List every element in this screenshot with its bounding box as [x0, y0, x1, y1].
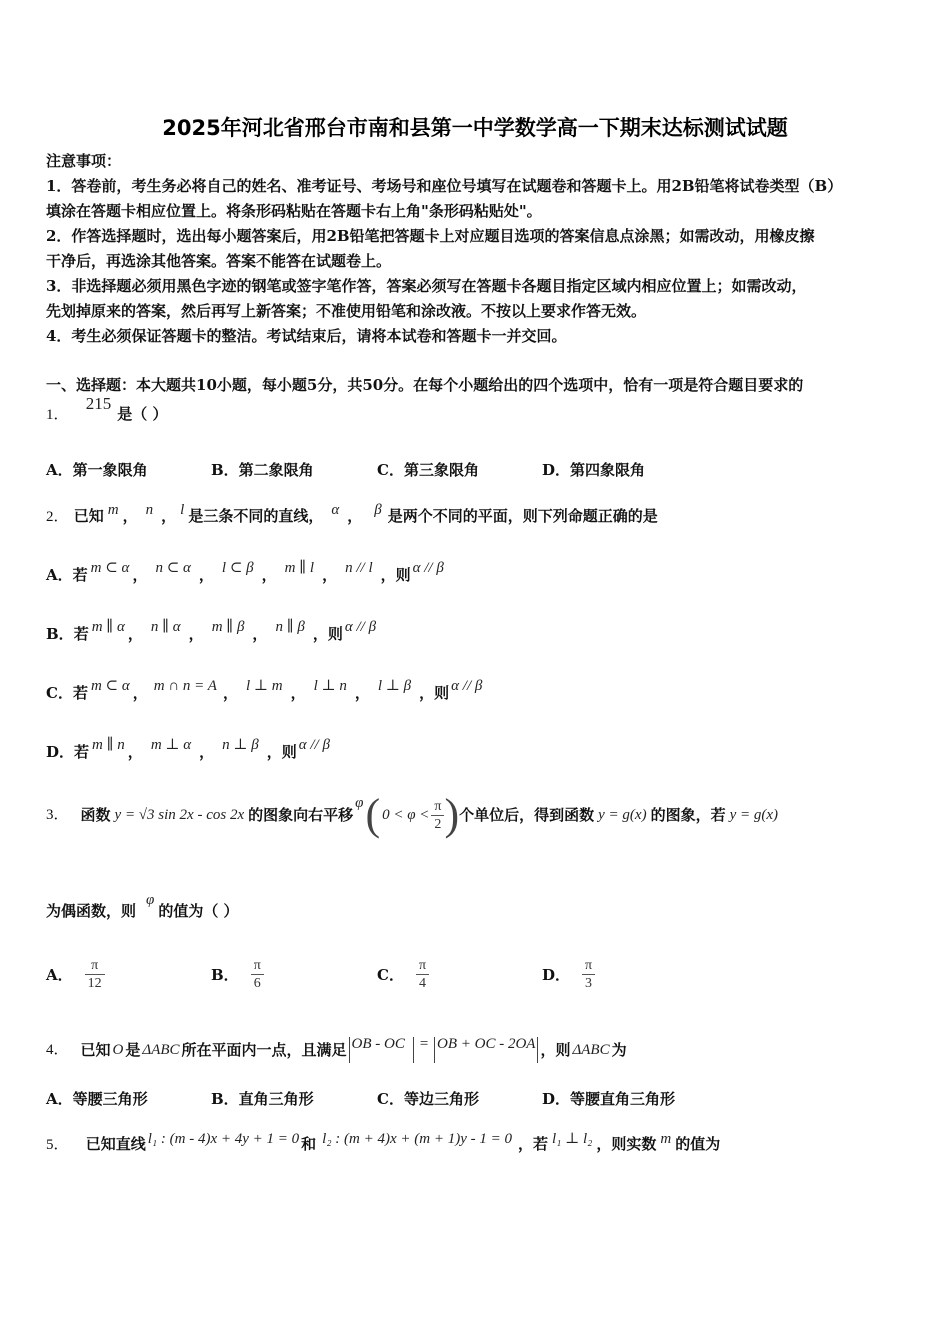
math-condition: n ∥ β	[275, 619, 305, 635]
notice-line: 1．答卷前，考生务必将自己的姓名、准考证号、考场号和座位号填写在试题卷和答题卡上。用2B铅笔将试卷类型（B）	[46, 177, 843, 195]
fraction-numerator: π	[582, 957, 595, 975]
comma: ，	[290, 684, 306, 702]
comma: ，	[222, 684, 238, 702]
fraction-denominator: 12	[87, 976, 102, 991]
math-condition: m ⊂ α	[90, 560, 130, 576]
math-function: y = g(x)	[729, 807, 779, 823]
math-l: l	[180, 502, 185, 518]
math-line-equation: l₁ : (m - 4)x + 4y + 1 = 0	[147, 1131, 300, 1147]
fraction	[431, 798, 444, 833]
question-stem: ，则实数	[596, 1135, 657, 1153]
page-title: 2025年河北省邢台市南和县第一中学数学高一下期末达标测试试题	[162, 116, 788, 140]
math-alpha: α	[331, 502, 340, 518]
notice-line: 2．作答选择题时，选出每小题答案后，用2B铅笔把答题卡上对应题目选项的答案信息点涂黑；如需改动，用橡皮擦	[46, 227, 815, 245]
fraction	[416, 957, 429, 992]
fraction-denominator: 3	[585, 976, 593, 991]
question-stem: 所在平面内一点，且满足	[181, 1041, 347, 1059]
then-text: ，则	[380, 566, 411, 584]
fraction	[85, 957, 105, 992]
comma: ，	[198, 566, 214, 584]
if-text: 若	[74, 743, 90, 761]
math-condition: 0 < φ <	[382, 807, 430, 823]
question-number: 5．	[46, 1137, 69, 1153]
question-stem: 函数	[80, 806, 111, 824]
option-label: D．	[542, 966, 571, 984]
comma: ，	[199, 743, 215, 761]
abs-bar	[434, 1037, 435, 1063]
math-phi: φ	[146, 892, 155, 908]
math-triangle: ΔABC	[142, 1042, 180, 1058]
option-b[interactable]: B．直角三角形	[211, 1090, 314, 1108]
math-vector-expr: OB - OC	[351, 1036, 405, 1052]
then-text: ，则	[266, 743, 297, 761]
fraction	[251, 957, 264, 992]
math-n: n	[145, 502, 154, 518]
math-condition: m ⊂ α	[90, 678, 130, 694]
question-stem: ，若	[518, 1135, 549, 1153]
math-condition: n // l	[345, 560, 373, 576]
fraction	[582, 957, 595, 992]
question-stem: 的值为（ ）	[158, 902, 239, 920]
question-stem: ，则	[540, 1041, 571, 1059]
notice-line: 干净后，再选涂其他答案。答案不能答在试题卷上。	[46, 252, 392, 270]
question-3-continued	[46, 892, 239, 922]
question-2	[46, 502, 658, 527]
option-c[interactable]: C．第三象限角	[377, 461, 479, 479]
math-condition: l₁ ⊥ l₂	[552, 1131, 593, 1147]
math-function: y = √3 sin 2x - cos 2x	[114, 807, 245, 823]
notice-line: 填涂在答题卡相应位置上。将条形码粘贴在答题卡右上角"条形码粘贴处"。	[46, 202, 542, 220]
question-stem: 的图象向右平移	[248, 806, 354, 824]
question-number: 2．	[46, 509, 69, 525]
question-stem: 为偶函数，则	[46, 902, 137, 920]
option-label: A．	[46, 966, 73, 984]
math-condition: m ∥ n	[92, 737, 125, 753]
left-paren: (	[365, 790, 381, 839]
math-condition: m ∥ l	[284, 560, 315, 576]
if-text: 若	[73, 625, 89, 643]
math-condition: l ⊥ m	[245, 678, 283, 694]
question-stem: 已知	[80, 1041, 111, 1059]
then-text: ，则	[419, 684, 450, 702]
option-a[interactable]	[46, 957, 105, 992]
math-line-equation: l₂ : (m + 4)x + (m + 1)y - 1 = 0	[322, 1131, 512, 1147]
comma: ，	[127, 743, 143, 761]
question-1	[46, 394, 168, 425]
question-4	[46, 1033, 627, 1067]
if-text: 若	[72, 566, 88, 584]
question-5	[46, 1131, 721, 1155]
question-stem: 是两个不同的平面，则下列命题正确的是	[387, 507, 658, 525]
comma: ，	[132, 566, 148, 584]
comma: ，	[188, 625, 204, 643]
math-condition: m ⊥ α	[150, 737, 192, 753]
abs-bar	[413, 1037, 414, 1063]
option-d[interactable]: D．第四象限角	[542, 461, 646, 479]
fraction-numerator: π	[85, 957, 105, 975]
notice-line: 先划掉原来的答案，然后再写上新答案；不准使用铅笔和涂改液。不按以上要求作答无效。	[46, 302, 647, 320]
option-c[interactable]: C．等边三角形	[377, 1090, 479, 1108]
math-condition: l ⊥ β	[377, 678, 412, 694]
math-condition: m ∥ β	[211, 619, 245, 635]
math-condition: m ∩ n = A	[153, 678, 217, 694]
question-stem: 已知	[73, 507, 104, 525]
option-b[interactable]: B．第二象限角	[211, 461, 314, 479]
math-phi: φ	[355, 795, 364, 811]
question-3	[46, 790, 782, 840]
math-result: α // β	[298, 737, 330, 753]
comma: ，	[354, 684, 370, 702]
option-d[interactable]	[542, 957, 595, 992]
comma: ，	[322, 566, 338, 584]
question-stem: 个单位后，得到函数	[459, 806, 595, 824]
option-d[interactable]	[46, 737, 332, 762]
fraction-numerator: π	[416, 957, 429, 975]
fraction-denominator: 2	[434, 816, 442, 832]
notice-heading: 注意事项：	[46, 152, 122, 170]
math-condition: n ⊂ α	[155, 560, 191, 576]
angle-value: 215	[85, 394, 112, 413]
option-c[interactable]	[377, 957, 429, 992]
option-b[interactable]	[46, 619, 378, 644]
math-triangle: ΔABC	[572, 1042, 610, 1058]
math-m: m	[107, 502, 119, 518]
question-stem: 已知直线	[85, 1135, 146, 1153]
option-label: B．	[46, 625, 74, 643]
section-heading: 一、选择题：本大题共10小题，每小题5分，共50分。在每个小题给出的四个选项中，恰有一项是符合题目要求的	[46, 376, 804, 394]
comma: ，	[161, 507, 177, 525]
question-stem: 的图象，若	[650, 806, 726, 824]
question-stem: 是（ ）	[117, 405, 168, 423]
option-c[interactable]	[46, 678, 484, 703]
comma: ，	[132, 684, 148, 702]
option-a[interactable]: A．第一象限角	[46, 461, 148, 479]
fraction-numerator: π	[251, 957, 264, 975]
option-a[interactable]: A．等腰三角形	[46, 1090, 148, 1108]
math-m: m	[660, 1131, 672, 1147]
question-stem: 是三条不同的直线，	[188, 507, 324, 525]
question-stem: 的值为	[675, 1135, 721, 1153]
math-vector-expr: OB + OC - 2OA	[437, 1036, 536, 1052]
question-stem: 是	[125, 1041, 141, 1059]
math-condition: n ∥ α	[150, 619, 181, 635]
then-text: ，则	[312, 625, 343, 643]
option-label: A．	[46, 566, 73, 584]
option-label: B．	[211, 966, 239, 984]
abs-bar	[537, 1037, 538, 1063]
math-result: α // β	[412, 560, 444, 576]
comma: ，	[347, 507, 363, 525]
fraction-denominator: 4	[418, 976, 426, 991]
abs-bar	[349, 1037, 350, 1063]
option-a[interactable]	[46, 560, 446, 585]
right-paren: )	[444, 790, 460, 839]
equals: =	[418, 1036, 429, 1052]
option-label: D．	[46, 743, 75, 761]
math-beta: β	[374, 502, 382, 518]
question-stem: 和	[301, 1135, 317, 1153]
question-number: 1．	[46, 407, 69, 423]
option-d[interactable]: D．等腰直角三角形	[542, 1090, 676, 1108]
math-point: O	[112, 1042, 124, 1058]
math-condition: l ⊂ β	[221, 560, 254, 576]
notice-line: 4．考生必须保证答题卡的整洁。考试结束后，请将本试卷和答题卡一并交回。	[46, 327, 567, 345]
fraction-denominator: 6	[253, 976, 261, 991]
question-stem: 为	[611, 1041, 627, 1059]
question-number: 3．	[46, 807, 69, 823]
comma: ，	[261, 566, 277, 584]
question-number: 4．	[46, 1042, 69, 1058]
math-condition: l ⊥ n	[313, 678, 347, 694]
math-condition: n ⊥ β	[222, 737, 259, 753]
notice-line: 3．非选择题必须用黑色字迹的钢笔或签字笔作答，答案必须写在答题卡各题目指定区域内相应位置上；如需改动，	[46, 277, 807, 295]
comma: ，	[252, 625, 268, 643]
math-condition: m ∥ α	[91, 619, 125, 635]
option-b[interactable]	[211, 957, 264, 992]
math-function: y = g(x)	[598, 807, 647, 823]
if-text: 若	[72, 684, 88, 702]
option-label: C．	[377, 966, 404, 984]
comma: ，	[122, 507, 138, 525]
comma: ，	[127, 625, 143, 643]
fraction-numerator: π	[431, 798, 444, 816]
math-result: α // β	[451, 678, 483, 694]
math-result: α // β	[344, 619, 377, 635]
option-label: C．	[46, 684, 73, 702]
